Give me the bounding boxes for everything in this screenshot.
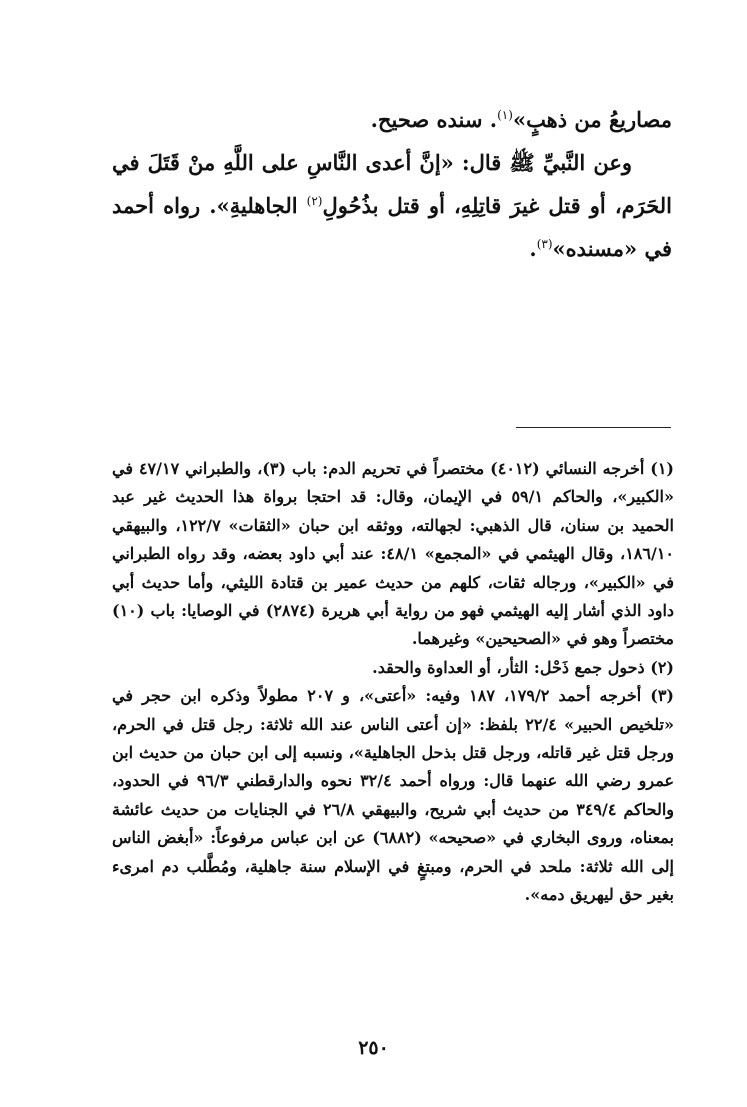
main-p2-text: وعن النَّبيِّ ﷺ قال: «إنَّ أعدى النَّاسِ على اللَّهِ منْ قَتَلَ في الحَرَم، أو قتل غيرَ قاتِلِهِ، أو قتل بذُحُولِ — [112, 150, 672, 218]
footnotes — [112, 455, 674, 910]
footnote-number: (٣) — [650, 686, 674, 706]
footnote-text: أخرجه أحمد ١٧٩/٢، ١٨٧ وفيه: «أعتى»، و ٢٠٧ مطولاً وذكره ابن حجر في «تلخيص الحبير» ٢٢/٤ بلفظ: «إن أعتى الناس عند الله ثلاثة: رجل قتل في الحرم، ورجل قتل غير قاتله، ورجل قتل بذحل الجاهلية»، ونسبه إلى ابن حبان من حديث ابن عمرو رضي الله عنهما قال: ورواه أحمد ٣٢/٤ نحوه والدارقطني ٩٦/٣ في الحدود، والحاكم ٣٤٩/٤ من حديث أبي شريح، والبيهقي ٢٦/٨ في الجنايات من حديث عائشة بمعناه، وروى البخاري في «صحيحه» (٦٨٨٢) عن ابن عباس مرفوعاً: «أبغض الناس إلى الله ثلاثة: ملحد في الحرم، ومبتغٍ في الإسلام سنة جاهلية، ومُطَّلب دم امرىء بغير حق ليهريق دمه». — [112, 686, 675, 905]
footnote-number: (١) — [650, 459, 674, 478]
footnote-3 — [112, 682, 674, 909]
main-p2-tail: . — [529, 236, 537, 261]
main-text — [112, 98, 672, 270]
main-paragraph-1 — [112, 98, 672, 141]
footnote-2 — [112, 654, 674, 682]
footnote-text: ذحول جمع ذَحْل: الثأر، أو العداوة والحقد. — [372, 657, 645, 677]
main-p1-tail: . سنده صحيح. — [370, 107, 498, 132]
footnote-ref-1[interactable]: (١) — [497, 108, 513, 122]
main-p2-mid: الجاهليةِ». رواه أحمد في «مسنده» — [112, 193, 672, 261]
footnote-ref-2[interactable]: (٢) — [306, 194, 323, 208]
main-p1-text: مصاريعُ من ذهبٍ» — [512, 107, 672, 132]
footnote-1 — [112, 455, 674, 654]
footnote-separator — [516, 427, 671, 428]
footnote-text: أخرجه النسائي (٤٠١٢) مختصراً في تحريم الدم: باب (٣)، والطبراني ٤٧/١٧ في «الكبير»، والحاكم ٥٩/١ في الإيمان، وقال: قد احتجا برواة هذا الحديث غير عبد الحميد بن سنان، قال الذهبي: لجهالته، ووثقه ابن حبان «الثقات» ١٢٢/٧، والبيهقي ١٨٦/١٠، وقال الهيثمي في «المجمع» ٤٨/١: عند أبي داود بعضه، وقد رواه الطبراني في «الكبير»، ورجاله ثقات، كلهم من حديث عمير بن قتادة الليثي، وأما حديث أبي داود الذي أشار إليه الهيثمي فهو من رواية أبي هريرة (٢٨٧٤) في الوصايا: باب (١٠) مختصراً وهو في «الصحيحين» وغيرهما. — [112, 459, 675, 649]
footnote-ref-3[interactable]: (٣) — [536, 237, 553, 251]
page-number: ٢٥٠ — [358, 1037, 389, 1059]
footnote-number: (٢) — [650, 657, 674, 677]
main-paragraph-2 — [112, 141, 672, 270]
